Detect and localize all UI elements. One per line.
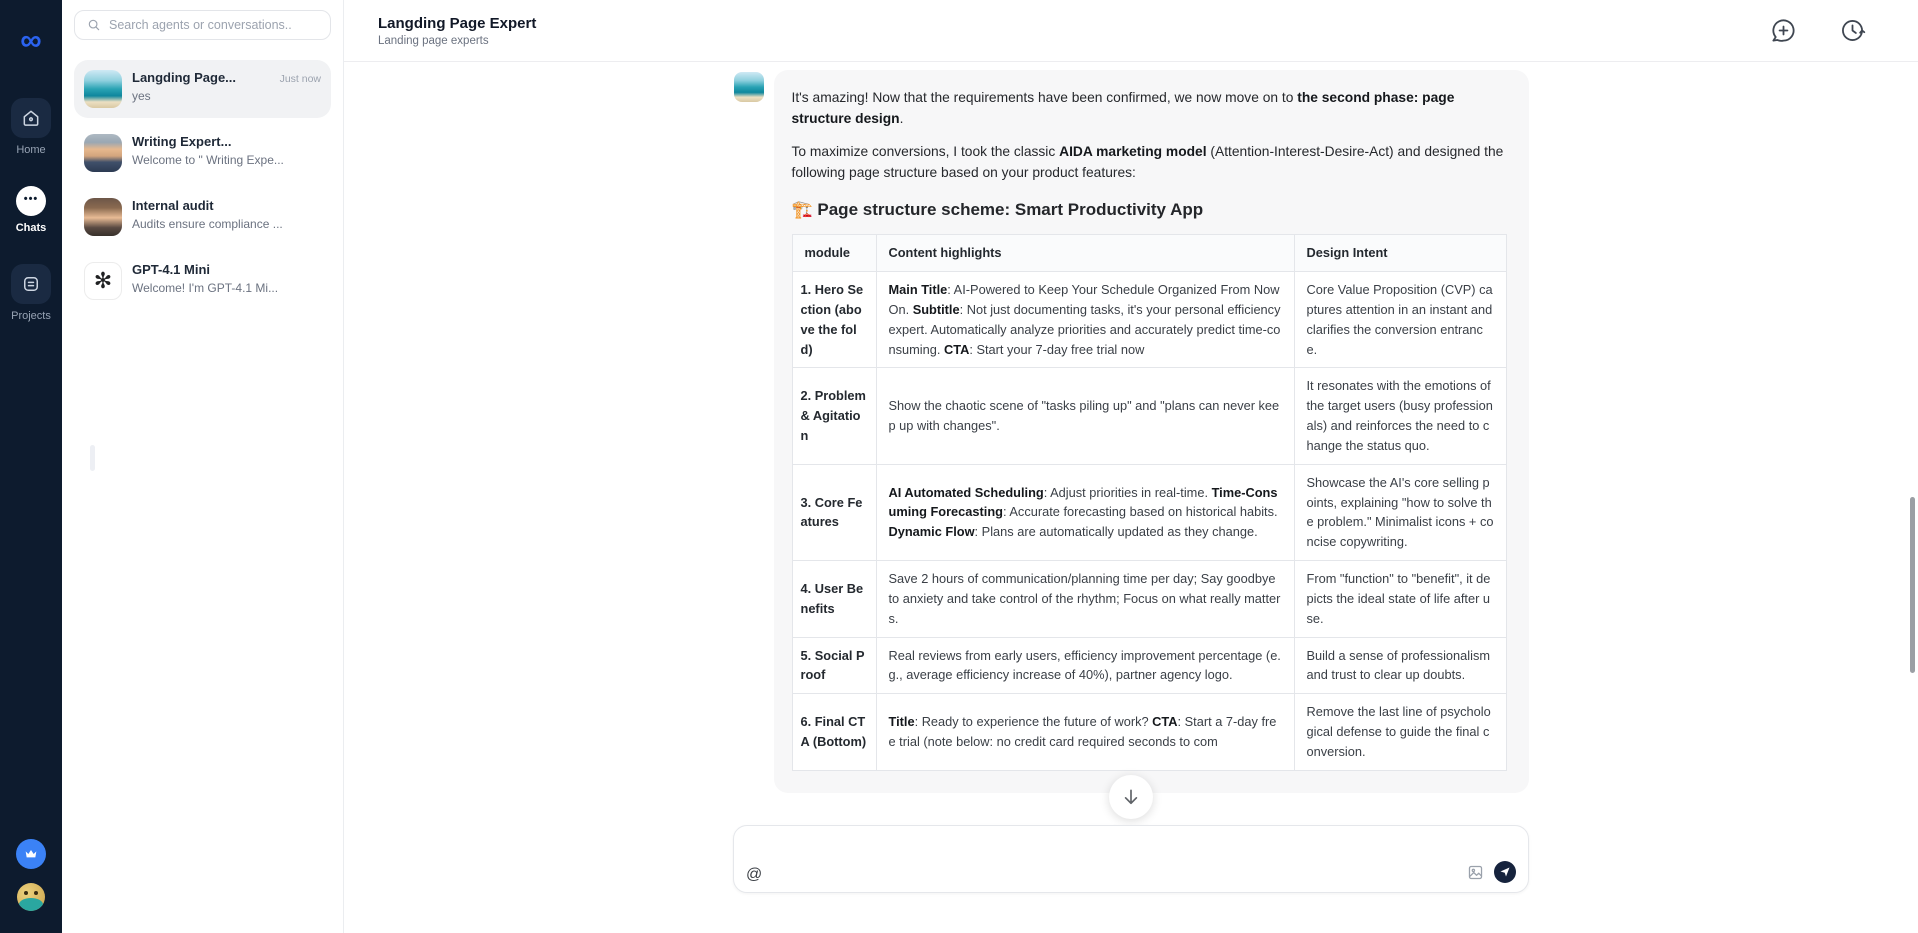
conversation-list-item[interactable] — [74, 252, 331, 310]
assistant-avatar — [734, 72, 764, 102]
message-paragraph: It's amazing! Now that the requirements have been confirmed, we now move on to the second phase: page structure design. — [791, 90, 1455, 126]
assistant-message-bubble — [774, 70, 1529, 793]
table-row — [792, 368, 1506, 464]
table-header-row — [792, 235, 1506, 272]
conversation-avatar — [84, 198, 122, 236]
table-row — [792, 561, 1506, 637]
user-avatar[interactable] — [17, 883, 45, 911]
search-icon — [87, 18, 101, 32]
table-cell-content: Show the chaotic scene of "tasks piling up" and "plans can never keep up with changes". — [876, 368, 1294, 464]
search-input[interactable] — [109, 18, 318, 32]
chats-icon: ••• — [16, 186, 46, 216]
conversation-title: Langding Page... — [132, 70, 237, 85]
message-heading: 🏗️ Page structure scheme: Smart Productivity App — [791, 199, 1204, 219]
conversation-preview: Audits ensure compliance ... — [132, 217, 283, 231]
table-column-header: Design Intent — [1294, 235, 1506, 272]
table-row — [792, 694, 1506, 770]
table-cell-content: Real reviews from early users, efficiency improvement percentage (e.g., average efficiency increase of 40%), partner agency logo. — [876, 637, 1294, 694]
conversation-list-item[interactable] — [74, 124, 331, 182]
search-bar[interactable] — [74, 10, 331, 40]
page-scrollbar-thumb[interactable] — [1910, 497, 1915, 673]
table-cell-module: 3. Core Features — [792, 464, 876, 560]
rail-item-home[interactable] — [11, 98, 51, 156]
conversation-preview: Welcome to " Writing Expe... — [132, 153, 284, 167]
assistant-message-row — [734, 70, 1529, 825]
conversation-title: Internal audit — [132, 198, 214, 213]
rail-item-chats[interactable] — [16, 186, 47, 234]
rail-label-chats: Chats — [15, 222, 47, 234]
projects-icon — [11, 264, 51, 304]
conversation-list — [74, 60, 331, 310]
conversation-preview: Welcome! I'm GPT-4.1 Mi... — [132, 281, 279, 295]
icon-rail — [0, 0, 62, 933]
history-icon[interactable] — [1839, 17, 1866, 44]
rail-item-projects[interactable] — [11, 264, 51, 322]
table-cell-design: Showcase the AI's core selling points, explaining "how to solve the problem." Minimalist icons + concise copywriting. — [1294, 464, 1506, 560]
table-column-header: Content highlights — [876, 235, 1294, 272]
table-body — [792, 272, 1506, 771]
chat-header — [344, 0, 1918, 62]
table-cell-content: Title: Ready to experience the future of work? CTA: Start a 7-day free trial (note below: no credit card required seconds to com — [876, 694, 1294, 770]
chat-area-scroll-hint — [90, 445, 95, 471]
chat-message-area[interactable] — [344, 62, 1918, 825]
chat-subtitle: Landing page experts — [378, 35, 489, 48]
table-cell-design: From "function" to "benefit", it depicts the ideal state of life after use. — [1294, 561, 1506, 637]
table-cell-module: 4. User Benefits — [792, 561, 876, 637]
chat-title: Langding Page Expert — [378, 14, 537, 32]
send-button[interactable] — [1494, 861, 1516, 883]
home-icon — [11, 98, 51, 138]
table-cell-design: Remove the last line of psychological defense to guide the final conversion. — [1294, 694, 1506, 770]
conversation-sidebar — [62, 0, 344, 933]
table-cell-content: Main Title: AI-Powered to Keep Your Schedule Organized From Now On. Subtitle: Not just documenting tasks, it's your personal efficiency expert. Automatically analyze priorities and accurately predict time-consuming. CTA: Start your 7-day free trial now — [876, 272, 1294, 368]
message-input[interactable] — [748, 836, 1516, 864]
table-cell-content: AI Automated Scheduling: Adjust priorities in real-time. Time-Consuming Forecasting: Accurate forecasting based on historical habits. Dynamic Flow: Plans are automatically updated as they change. — [876, 464, 1294, 560]
chat-main — [344, 0, 1918, 933]
table-row — [792, 272, 1506, 368]
rail-label-projects: Projects — [11, 310, 51, 322]
table-cell-design: It resonates with the emotions of the target users (busy professionals) and reinforces the need to change the status quo. — [1294, 368, 1506, 464]
rail-label-home: Home — [16, 144, 46, 156]
table-cell-module: 1. Hero Section (above the fold) — [792, 272, 876, 368]
table-cell-content: Save 2 hours of communication/planning time per day; Say goodbye to anxiety and take control of the rhythm; Focus on what really matters. — [876, 561, 1294, 637]
attach-image-icon[interactable] — [1467, 864, 1484, 881]
table-row — [792, 464, 1506, 560]
table-cell-design: Core Value Proposition (CVP) captures attention in an instant and clarifies the conversion entrance. — [1294, 272, 1506, 368]
table-row — [792, 637, 1506, 694]
table-cell-module: 2. Problem & Agitation — [792, 368, 876, 464]
table-cell-module: 5. Social Proof — [792, 637, 876, 694]
conversation-timestamp: Just now — [279, 73, 321, 85]
message-paragraph: To maximize conversions, I took the classic AIDA marketing model (Attention-Interest-Desire-Act) and designed the following page structure based on your product features: — [791, 144, 1504, 181]
new-chat-button[interactable] — [1770, 17, 1797, 44]
table-cell-module: 6. Final CTA (Bottom) — [792, 694, 876, 770]
conversation-list-item[interactable] — [74, 188, 331, 246]
conversation-avatar: ✻ — [84, 262, 122, 300]
conversation-title: GPT-4.1 Mini — [132, 262, 211, 277]
conversation-avatar — [84, 70, 122, 108]
upgrade-crown-button[interactable] — [16, 839, 46, 869]
conversation-preview: yes — [132, 89, 151, 103]
conversation-avatar — [84, 134, 122, 172]
page-structure-table — [792, 234, 1507, 770]
message-paragraphs — [792, 88, 1507, 184]
scroll-to-bottom-button[interactable] — [1109, 775, 1153, 819]
mention-at-button[interactable]: @ — [746, 866, 763, 883]
table-cell-design: Build a sense of professionalism and trust to clear up doubts. — [1294, 637, 1506, 694]
message-composer — [733, 825, 1529, 893]
table-column-header: module — [792, 235, 876, 272]
conversation-title: Writing Expert... — [132, 134, 232, 149]
app-logo-infinity-icon: ∞ — [20, 24, 42, 57]
conversation-list-item[interactable] — [74, 60, 331, 118]
